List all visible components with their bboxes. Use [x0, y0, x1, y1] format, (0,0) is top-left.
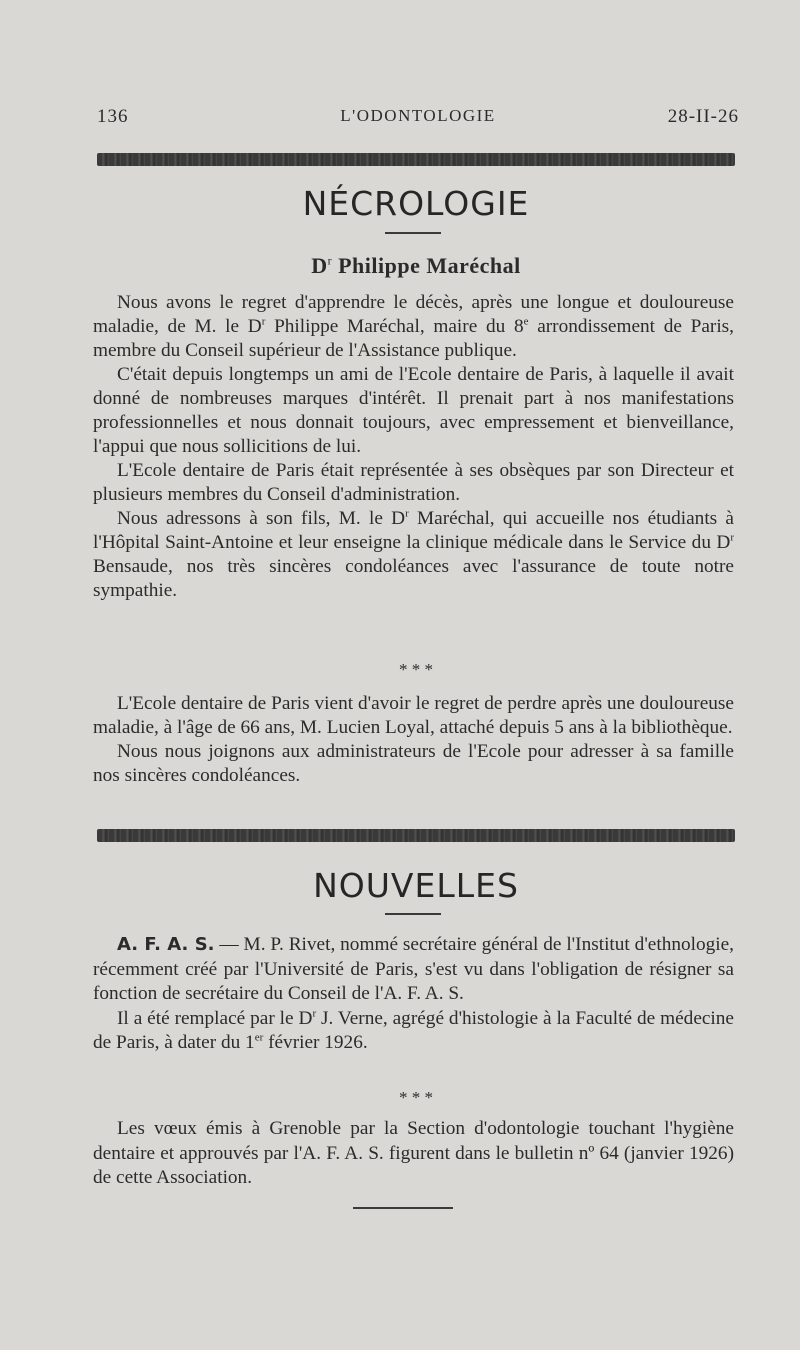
- title-underline: [385, 913, 441, 915]
- paragraph: L'Ecole dentaire de Paris était représentée à ses obsèques par son Directeur et plusieurs membres du Conseil d'administration.: [93, 460, 734, 505]
- name-text: Philippe Maréchal: [338, 253, 521, 278]
- lead-label: A. F. A. S.: [117, 934, 215, 955]
- ornamental-rule-top: [97, 153, 735, 166]
- paragraph: Nous nous joignons aux administrateurs de l'Ecole pour adresser à sa famille nos sincères condoléances.: [93, 741, 734, 786]
- page-number: 136: [97, 106, 129, 127]
- name-prefix-sup: r: [327, 253, 333, 268]
- nouvelles-body-2: [93, 1117, 734, 1191]
- section-title-necrologie: NÉCROLOGIE: [302, 184, 530, 223]
- closing-rule: [353, 1207, 453, 1209]
- necrologie-body: [93, 291, 734, 603]
- asterism: * * *: [399, 1088, 433, 1107]
- ornamental-rule-middle: [97, 829, 735, 842]
- paragraph: A. F. A. S. — M. P. Rivet, nommé secrétaire général de l'Institut d'ethnologie, récemment créé par l'Université de Paris, s'est vu dans l'obligation de résigner sa fonction de secrétaire du Conseil de l'A. F. A. S.: [93, 934, 735, 1004]
- paragraph: Nous avons le regret d'apprendre le décès, après une longue et douloureuse maladie, de M. le $D^r$ Philippe Maréchal, maire du 8e arrondissement de Paris, membre du Conseil supérieur de l'Assistance publique.: [93, 292, 734, 361]
- nouvelles-body: [93, 933, 734, 1056]
- section-title-nouvelles: NOUVELLES: [313, 866, 519, 905]
- paragraph: Les vœux émis à Grenoble par la Section d'odontologie touchant l'hygiène dentaire et approuvés par l'A. F. A. S. figurent dans le bulletin nº 64 (janvier 1926) de cette Association.: [93, 1118, 734, 1188]
- journal-title: L'ODONTOLOGIE: [340, 106, 496, 125]
- running-head: [97, 106, 739, 130]
- paragraph: C'était depuis longtemps un ami de l'Ecole dentaire de Paris, à laquelle il avait donné de nombreuses marques d'intérêt. Il prenait part à nos manifestations professionnelles et nous donnait toujours, avec empressement et bienveillance, l'appui que nous sollicitions de lui.: [93, 364, 734, 457]
- paragraph: Il a été remplacé par le $D^r$ J. Verne, agrégé d'histologie à la Faculté de médecine de Paris, à dater du 1er février 1926.: [93, 1007, 734, 1053]
- obituary-name: [97, 253, 735, 279]
- title-underline: [385, 232, 441, 234]
- paragraph: Nous adressons à son fils, M. le $D^r$ Maréchal, qui accueille nos étudiants à l'Hôpital Saint-Antoine et leur enseigne la clinique médicale dans le Service du $D^r$ Bensaude, nos très sincères condoléances avec l'assurance de toute notre sympathie.: [93, 507, 734, 601]
- issue-date: 28-II-26: [667, 106, 739, 127]
- name-prefix: D: [311, 253, 328, 278]
- paragraph: L'Ecole dentaire de Paris vient d'avoir le regret de perdre après une douloureuse maladie, à l'âge de 66 ans, M. Lucien Loyal, attaché depuis 5 ans à la bibliothèque.: [93, 693, 734, 738]
- asterism: * * *: [399, 660, 433, 679]
- necrologie-body-2: [93, 692, 734, 788]
